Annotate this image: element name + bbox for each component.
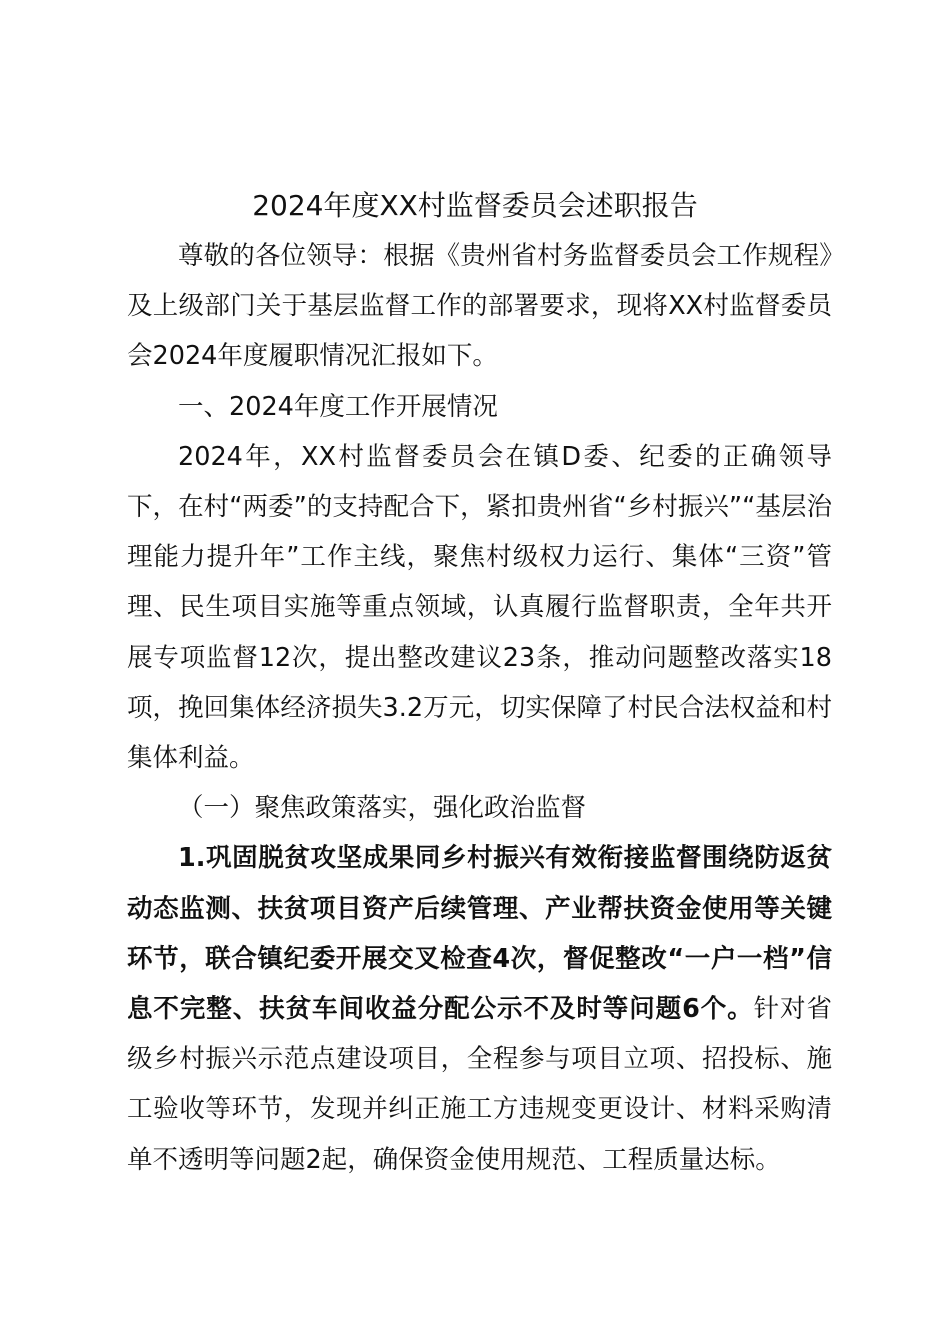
paragraph-text: 2024年，XX村监督委员会在镇D委、纪委的正确领导下，在村“两委”的支持配合下，紧扣贵州省“乡村振兴”“基层治理能力提升年”工作主线，聚焦村级权力运行、集体“三资”管理、民生项目实施等重点领域，认真履行监督职责，全年共开展专项监督12次，提出整改建议23条，推动问题整改落实18项，挽回集体经济损失3.2万元，切实保障了村民合法权益和村集体利益。 xyxy=(127,441,832,774)
paragraph-bold-lead: 1.巩固脱贫攻坚成果同乡村振兴有效衔接监督围绕防返贫动态监测、扶贫项目资产后续管理、产业帮扶资金使用等关键环节，联合镇纪委开展交叉检查4次，督促整改“一户一档”信息不完整、扶贫车间收益分配公示不及时等问题6个。 xyxy=(127,843,832,1025)
detail-paragraph xyxy=(127,833,832,1184)
summary-paragraph xyxy=(127,432,832,783)
paragraph-text: 尊敬的各位领导：根据《贵州省村务监督委员会工作规程》及上级部门关于基层监督工作的部署要求，现将XX村监督委员会2024年度履职情况汇报如下。 xyxy=(127,241,832,372)
section-heading xyxy=(127,382,832,432)
section-heading-text: 一、2024年度工作开展情况 xyxy=(178,391,498,422)
greeting-paragraph xyxy=(127,231,832,382)
subsection-heading-text: （一）聚焦政策落实，强化政治监督 xyxy=(178,793,587,824)
paragraph-text: 针对省级乡村振兴示范点建设项目，全程参与项目立项、招投标、施工验收等环节，发现并纠正施工方违规变更设计、材料采购清单不透明等问题2起，确保资金使用规范、工程质量达标。 xyxy=(127,994,832,1175)
document-body xyxy=(127,231,832,1185)
document-title: 2024年度XX村监督委员会述职报告 xyxy=(252,189,698,222)
subsection-heading xyxy=(127,783,832,833)
